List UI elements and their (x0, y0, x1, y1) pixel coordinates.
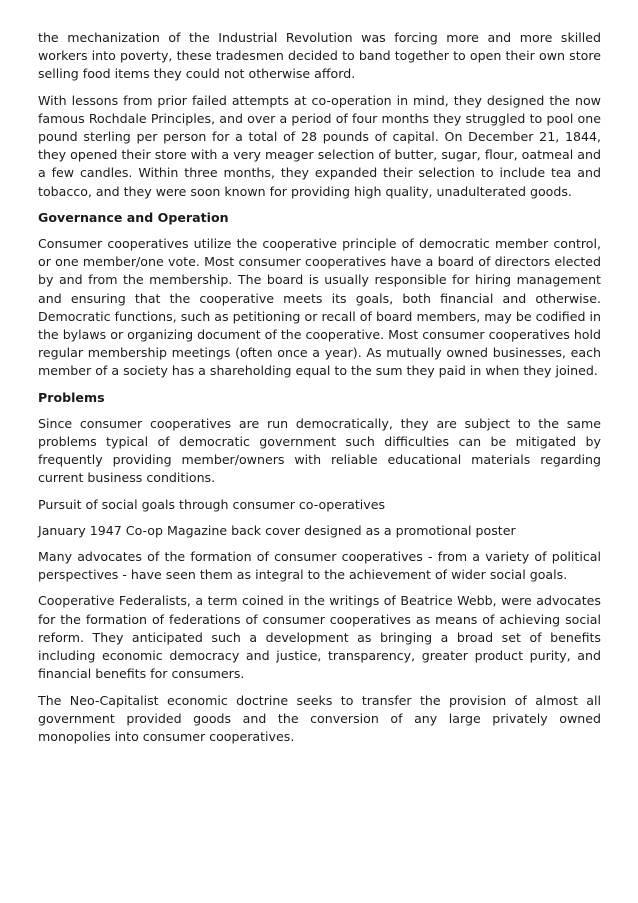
paragraph-problems: Since consumer cooperatives are run democratically, they are subject to the same problems typical of democratic government such difficulties can be mitigated by frequently providing member/owners with reliable educational materials regarding current business conditions. (38, 415, 601, 486)
paragraph-rochdale-principles: With lessons from prior failed attempts at co-operation in mind, they designed the now famous Rochdale Principles, and over a period of four months they struggled to pool one pound sterling per person for a total of 28 pounds of capital. On December 21, 1844, they opened their store with a very meager selection of butter, sugar, flour, oatmeal and a few candles. Within three months, they expanded their selection to include tea and tobacco, and they were soon known for providing high quality, unadulterated goods. (38, 92, 601, 199)
paragraph-governance: Consumer cooperatives utilize the cooperative principle of democratic member control, or one member/one vote. Most consumer cooperatives have a board of directors elected by and from the membership. The board is usually responsible for hiring management and ensuring that the cooperative meets its goals, both financial and otherwise. Democratic functions, such as petitioning or recall of board members, may be codified in the bylaws or organizing document of the cooperative. Most consumer cooperatives hold regular membership meetings (often once a year). As mutually owned businesses, each member of a society has a shareholding equal to the sum they paid in when they joined. (38, 236, 601, 379)
paragraph-neo-capitalist: The Neo-Capitalist economic doctrine seeks to transfer the provision of almost all government provided goods and the conversion of any large privately owned monopolies into consumer cooperatives. (38, 692, 601, 744)
paragraph-poster-caption: January 1947 Co-op Magazine back cover designed as a promotional poster (38, 522, 516, 538)
paragraph-cooperative-federalists: Cooperative Federalists, a term coined in the writings of Beatrice Webb, were advocates for the formation of federations of consumer cooperatives as means of achieving social reform. They anticipated such a development as bringing a broad set of benefits including economic democracy and justice, transparency, greater product purity, and financial benefits for consumers. (38, 593, 601, 682)
heading-governance-and-operation: Governance and Operation (38, 209, 229, 225)
paragraph-rochdale-origins: the mechanization of the Industrial Revolution was forcing more and more skilled workers into poverty, these tradesmen decided to band together to open their own store selling food items they could not otherwise afford. (38, 30, 601, 82)
paragraph-social-goals-title: Pursuit of social goals through consumer co-operatives (38, 496, 386, 512)
heading-problems: Problems (38, 389, 105, 405)
document-page (38, 29, 601, 754)
paragraph-advocates: Many advocates of the formation of consumer cooperatives - from a variety of political perspectives - have seen them as integral to the achievement of wider social goals. (38, 549, 601, 583)
